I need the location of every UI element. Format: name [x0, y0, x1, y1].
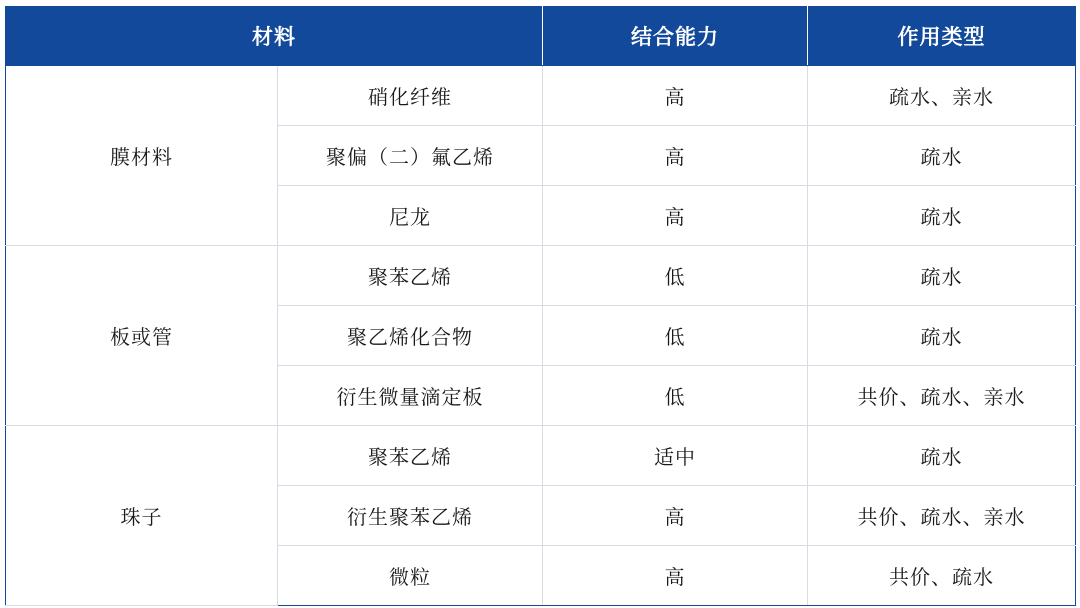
type-cell: 疏水、亲水 [808, 66, 1076, 126]
group-cell-beads: 珠子 [6, 426, 278, 606]
header-cell-type: 作用类型 [808, 7, 1076, 66]
binding-cell: 低 [543, 306, 808, 366]
header-row [6, 7, 1076, 66]
material-name-cell: 微粒 [278, 546, 543, 606]
materials-table-container [0, 6, 1080, 608]
binding-cell: 高 [543, 186, 808, 246]
type-cell: 共价、疏水、亲水 [808, 366, 1076, 426]
table-body [6, 66, 1076, 606]
table-row [6, 246, 1076, 306]
type-cell: 疏水 [808, 186, 1076, 246]
materials-table [5, 6, 1076, 606]
material-name-cell: 尼龙 [278, 186, 543, 246]
binding-cell: 高 [543, 546, 808, 606]
type-cell: 疏水 [808, 306, 1076, 366]
binding-cell: 高 [543, 66, 808, 126]
material-name-cell: 聚乙烯化合物 [278, 306, 543, 366]
binding-cell: 高 [543, 486, 808, 546]
type-cell: 疏水 [808, 126, 1076, 186]
binding-cell: 适中 [543, 426, 808, 486]
header-cell-material: 材料 [6, 7, 543, 66]
header-cell-binding: 结合能力 [543, 7, 808, 66]
binding-cell: 高 [543, 126, 808, 186]
material-name-cell: 聚苯乙烯 [278, 246, 543, 306]
material-name-cell: 衍生微量滴定板 [278, 366, 543, 426]
type-cell: 共价、疏水、亲水 [808, 486, 1076, 546]
binding-cell: 低 [543, 246, 808, 306]
group-cell-membrane: 膜材料 [6, 66, 278, 246]
material-name-cell: 硝化纤维 [278, 66, 543, 126]
type-cell: 共价、疏水 [808, 546, 1076, 606]
type-cell: 疏水 [808, 426, 1076, 486]
group-cell-plate-or-tube: 板或管 [6, 246, 278, 426]
material-name-cell: 聚偏（二）氟乙烯 [278, 126, 543, 186]
table-header [6, 7, 1076, 66]
table-row [6, 66, 1076, 126]
material-name-cell: 衍生聚苯乙烯 [278, 486, 543, 546]
binding-cell: 低 [543, 366, 808, 426]
table-row [6, 426, 1076, 486]
material-name-cell: 聚苯乙烯 [278, 426, 543, 486]
type-cell: 疏水 [808, 246, 1076, 306]
